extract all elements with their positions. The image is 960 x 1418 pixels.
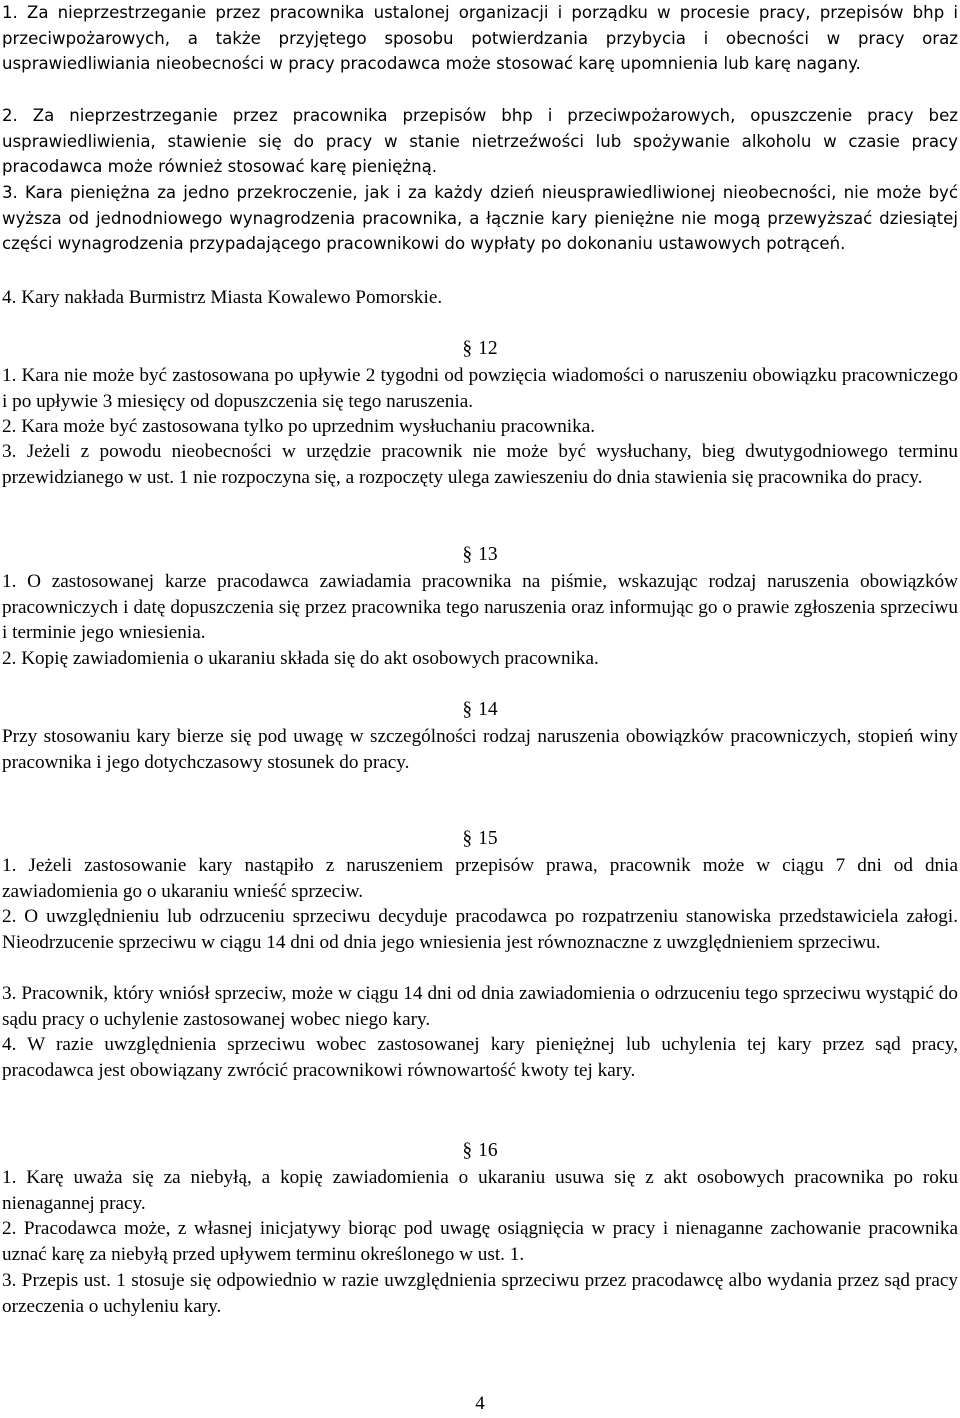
section-symbol: § — [462, 699, 473, 720]
paragraph-15-1: 1. Jeżeli zastosowanie kary nastąpiło z naruszeniem przepisów prawa, pracownik może w ciągu 7 dni od dnia zawiadomienia go o ukaraniu wnieść sprzeciw. — [2, 855, 958, 902]
paragraph-13-1: 1. O zastosowanej karze pracodawca zawiadamia pracownika na piśmie, wskazując rodzaj naruszenia obowiązków pracowniczych i datę dopuszczenia się przez pracownika tego naruszenia oraz informując go o prawie zgłoszenia sprzeciwu i terminie jego wniesienia. — [2, 571, 958, 644]
paragraph-12-2: 2. Kara może być zastosowana tylko po uprzednim wysłuchaniu pracownika. — [2, 416, 596, 437]
paragraph-13-2: 2. Kopię zawiadomienia o ukaraniu składa się do akt osobowych pracownika. — [2, 648, 599, 669]
section-heading-16 — [0, 1139, 960, 1163]
paragraph-15-4: 4. W razie uwzględnienia sprzeciwu wobec zastosowanej kary pieniężnej lub uchylenia tej kary przez sąd pracy, pracodawca jest obowiązany zwrócić pracownikowi równowartość kwoty tej kary. — [2, 1034, 958, 1081]
section-number: 13 — [478, 544, 498, 565]
paragraph-11-2: 2. Za nieprzestrzeganie przez pracownika przepisów bhp i przeciwpożarowych, opuszczenie pracy bez usprawiedliwienia, stawienie się do pracy w stanie nietrzeźwości lub spożywanie alkoholu w czasie pracy pracodawca może również stosować karę pieniężną. — [2, 106, 958, 177]
paragraph-11-1: 1. Za nieprzestrzeganie przez pracownika ustalonej organizacji i porządku w procesie pracy, przepisów bhp i przeciwpożarowych, a także przyjętego sposobu potwierdzania przybycia i obecności w pracy oraz usprawiedliwiania nieobecności w pracy pracodawca może stosować karę upomnienia lub karę nagany. — [2, 3, 958, 74]
paragraph-11-4: 4. Kary nakłada Burmistrz Miasta Kowalewo Pomorskie. — [2, 287, 443, 308]
section-heading-13 — [0, 543, 960, 567]
section-symbol: § — [462, 338, 473, 359]
paragraph-12-1: 1. Kara nie może być zastosowana po upływie 2 tygodni od powzięcia wiadomości o naruszeniu obowiązku pracowniczego i po upływie 3 miesięcy od dopuszczenia się tego naruszenia. — [2, 365, 958, 412]
paragraph-16-1: 1. Karę uważa się za niebyłą, a kopię zawiadomienia o ukaraniu usuwa się z akt osobowych pracownika po roku nienagannej pracy. — [2, 1167, 958, 1214]
paragraph-14-1: Przy stosowaniu kary bierze się pod uwagę w szczególności rodzaj naruszenia obowiązków pracowniczych, stopień winy pracownika i jego dotychczasowy stosunek do pracy. — [2, 726, 958, 773]
paragraph-15-2: 2. O uwzględnieniu lub odrzuceniu sprzeciwu decyduje pracodawca po rozpatrzeniu stanowiska przedstawiciela załogi. Nieodrzucenie sprzeciwu w ciągu 14 dni od dnia jego wniesienia jest równoznaczne z uwzględnieniem sprzeciwu. — [2, 906, 958, 953]
paragraph-15-3: 3. Pracownik, który wniósł sprzeciw, może w ciągu 14 dni od dnia zawiadomienia o odrzuceniu tego sprzeciwu wystąpić do sądu pracy o uchylenie zastosowanej wobec niego kary. — [2, 983, 958, 1030]
section-heading-15 — [0, 827, 960, 851]
section-number: 15 — [478, 828, 498, 849]
paragraph-16-3: 3. Przepis ust. 1 stosuje się odpowiednio w razie uwzględnienia sprzeciwu przez pracodawcę albo wydania przez sąd pracy orzeczenia o uchyleniu kary. — [2, 1270, 958, 1317]
section-heading-12 — [0, 337, 960, 361]
section-symbol: § — [462, 1140, 473, 1161]
paragraph-16-2: 2. Pracodawca może, z własnej inicjatywy biorąc pod uwagę osiągnięcia w pracy i nienaganne zachowanie pracownika uznać karę za niebyłą przed upływem terminu określonego w ust. 1. — [2, 1218, 958, 1265]
section-symbol: § — [462, 544, 473, 565]
paragraph-11-3: 3. Kara pieniężna za jedno przekroczenie, jak i za każdy dzień nieusprawiedliwionej nieobecności, nie może być wyższa od jednodniowego wynagrodzenia pracownika, a łącznie kary pieniężne nie mogą przewyższać dziesiątej części wynagrodzenia przypadającego pracownikowi do wypłaty po dokonaniu ustawowych potrąceń. — [2, 183, 958, 254]
section-symbol: § — [462, 828, 473, 849]
section-heading-14 — [0, 698, 960, 722]
paragraph-12-3: 3. Jeżeli z powodu nieobecności w urzędzie pracownik nie może być wysłuchany, bieg dwutygodniowego terminu przewidzianego w ust. 1 nie rozpoczyna się, a rozpoczęty ulega zawieszeniu do dnia stawienia się pracownika do pracy. — [2, 441, 958, 488]
section-number: 12 — [478, 338, 498, 359]
section-number: 16 — [478, 1140, 498, 1161]
section-number: 14 — [478, 699, 498, 720]
page-number: 4 — [475, 1393, 485, 1414]
